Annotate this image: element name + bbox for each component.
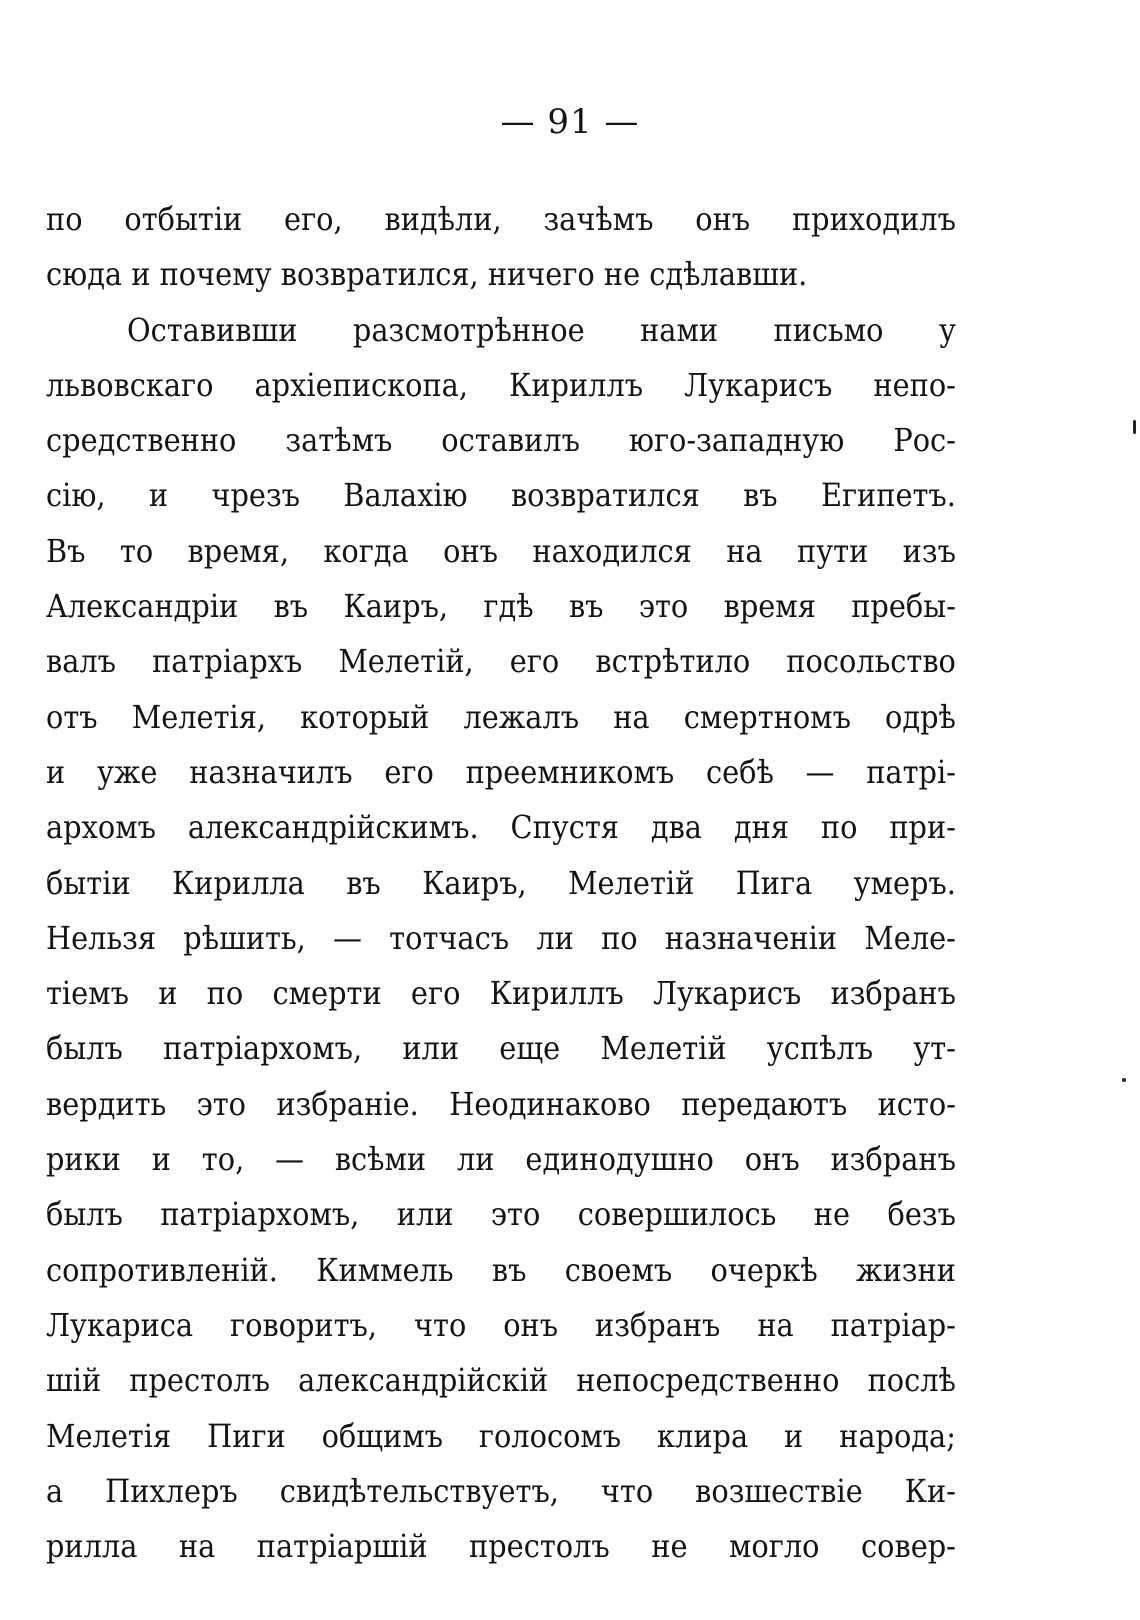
text-line: львовскаго архіепископа, Кириллъ Лукарисъ непо- xyxy=(46,365,956,404)
text-line: рилла на патріаршій престолъ не могло совер- xyxy=(46,1527,956,1566)
text-line: Мелетія Пиги общимъ голосомъ клира и народа; xyxy=(46,1416,956,1455)
text-line: архомъ александрійскимъ. Спустя два дня по при- xyxy=(46,808,956,847)
text-line: средственно затѣмъ оставилъ юго-западную Рос- xyxy=(46,421,956,460)
text-line: Въ то время, когда онъ находился на пути изъ xyxy=(46,531,956,570)
text-line: былъ патріархомъ, или еще Мелетій успѣлъ ут- xyxy=(46,1029,956,1068)
text-line: Нельзя рѣшить, — тотчасъ ли по назначеніи Меле- xyxy=(46,918,956,957)
text-line: по отбытіи его, видѣли, зачѣмъ онъ приходилъ xyxy=(46,200,956,238)
text-line: бытіи Кирилла въ Каиръ, Мелетій Пига умеръ. xyxy=(46,863,956,902)
scan-speck xyxy=(1133,420,1136,434)
text-line: и уже назначилъ его преемникомъ себѣ — патрі- xyxy=(46,752,956,791)
page-number: — 91 — xyxy=(500,102,640,142)
scan-speck xyxy=(1122,1078,1126,1082)
text-line: валъ патріархъ Мелетій, его встрѣтило посольство xyxy=(46,642,956,681)
text-line: Лукариса говоритъ, что онъ избранъ на патріар- xyxy=(46,1305,956,1344)
text-line: отъ Мелетія, который лежалъ на смертномъ одрѣ xyxy=(46,697,956,736)
text-line: сопротивленій. Киммель въ своемъ очеркѣ жизни xyxy=(46,1250,956,1289)
text-line: былъ патріархомъ, или это совершилось не безъ xyxy=(46,1195,956,1234)
text-line: рики и то, — всѣми ли единодушно онъ избранъ xyxy=(46,1140,956,1179)
text-line: Оставивши разсмотрѣнное нами письмо у xyxy=(127,310,956,349)
text-line: а Пихлеръ свидѣтельствуетъ, что возшествіе Ки- xyxy=(46,1471,956,1510)
body-text xyxy=(46,192,956,1574)
text-line: шій престолъ александрійскій непосредственно послѣ xyxy=(46,1361,956,1400)
text-line: сюда и почему возвратился, ничего не сдѣлавши. xyxy=(46,255,808,294)
text-line: вердить это избраніе. Неодинаково передаютъ исто- xyxy=(46,1084,956,1123)
text-line: сію, и чрезъ Валахію возвратился въ Египетъ. xyxy=(46,476,956,515)
text-line: тіемъ и по смерти его Кириллъ Лукарисъ избранъ xyxy=(46,974,956,1013)
text-line: Александріи въ Каиръ, гдѣ въ это время пребы- xyxy=(46,587,956,626)
